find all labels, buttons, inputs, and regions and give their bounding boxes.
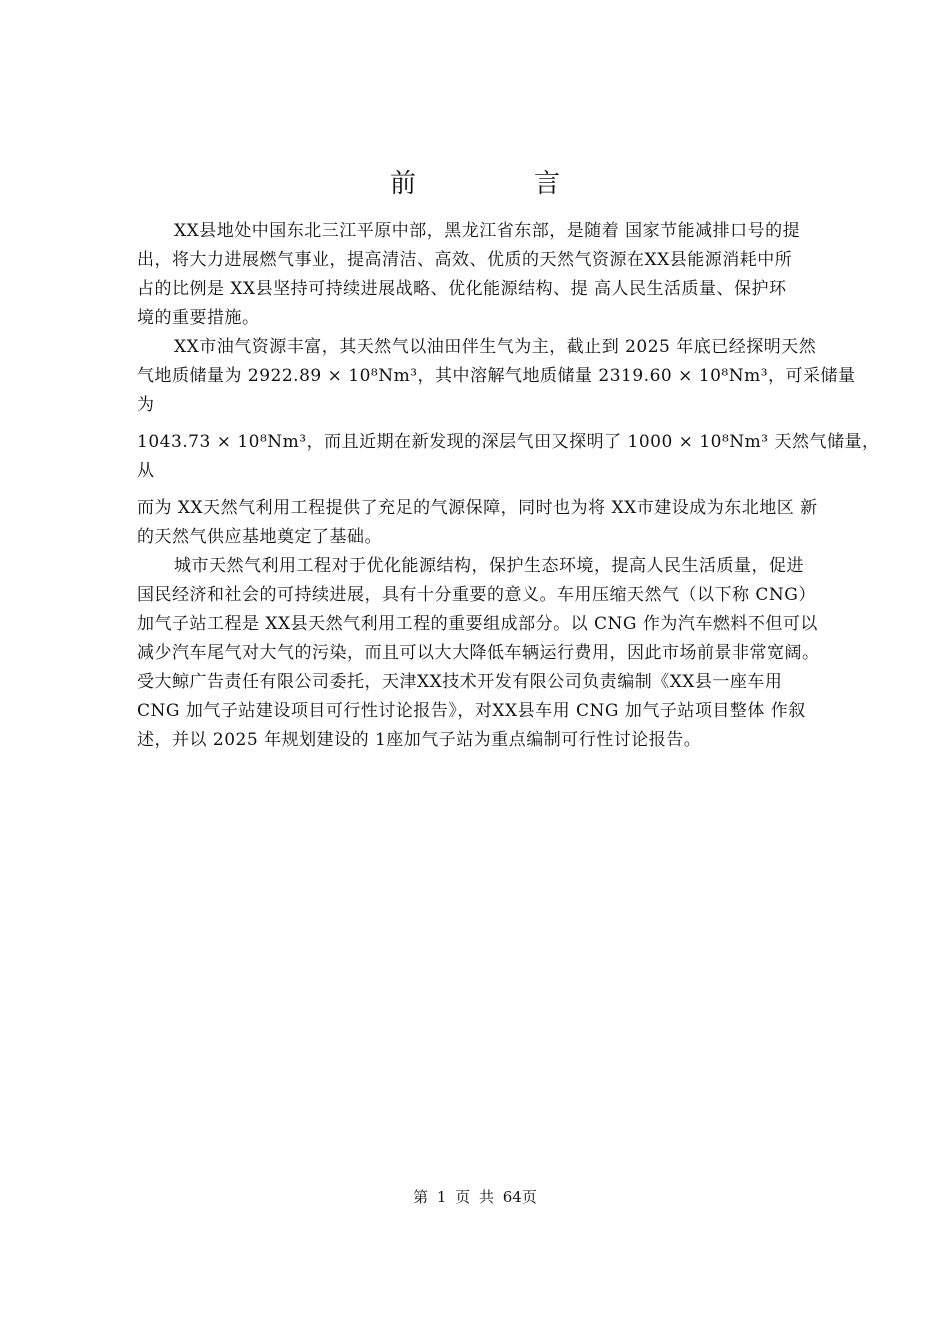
text-line: CNG 加气子站建设项目可行性讨论报告》，对XX县车用 CNG 加气子站项目整体 作叙 <box>137 701 806 721</box>
preface-body <box>137 217 880 755</box>
page-footer: 第 1 页 共 64页 <box>413 1188 537 1206</box>
text-line: 城市天然气利用工程对于优化能源结构，保护生态环境，提高人民生活质量，促进 <box>174 556 804 576</box>
text-line: 为 <box>137 395 155 415</box>
text-line: 加气子站工程是 XX县天然气利用工程的重要组成部分。以 CNG 作为汽车燃料不但可以 <box>137 614 818 634</box>
text-line: 国民经济和社会的可持续进展，具有十分重要的意义。车用压缩天然气（以下称 CNG） <box>137 585 816 605</box>
paragraph-1 <box>137 217 877 333</box>
text-line: 而为 XX天然气利用工程提供了充足的气源保障，同时也为将 XX市建设成为东北地区 新 <box>137 498 818 518</box>
text-line: 气地质储量为 2922.89 × 10⁸Nm³，其中溶解气地质储量 2319.60 × 10⁸Nm³，可采储量 <box>137 366 856 386</box>
text-line: XX县地处中国东北三江平原中部，黑龙江省东部，是随着 国家节能减排口号的提 <box>174 221 801 241</box>
text-line: 从 <box>137 461 155 481</box>
paragraph-3 <box>137 552 877 755</box>
text-line: 占的比例是 XX县坚持可持续进展战略、优化能源结构、提 高人民生活质量、保护环 <box>137 279 787 299</box>
text-line: XX市油气资源丰富，其天然气以油田伴生气为主，截止到 2025 年底已经探明天然 <box>174 337 817 357</box>
text-line: 的天然气供应基地奠定了基础。 <box>137 527 382 547</box>
text-line: 述，并以 2025 年规划建设的 1座加气子站为重点编制可行性讨论报告。 <box>137 730 702 750</box>
text-line: 1043.73 × 10⁸Nm³，而且近期在新发现的深层气田又探明了 1000 × 10⁸Nm³ 天然气储量， <box>137 432 880 452</box>
paragraph-2 <box>137 333 880 552</box>
text-line: 出，将大力进展燃气事业，提高清洁、高效、优质的天然气资源在XX县能源消耗中所 <box>137 250 793 270</box>
text-line: 减少汽车尾气对大气的污染，而且可以大大降低车辆运行费用，因此市场前景非常宽阔。 <box>137 643 820 663</box>
text-line: 境的重要措施。 <box>137 308 260 328</box>
text-line: 受大鲸广告责任有限公司委托，天津XX技术开发有限公司负责编制《XX县一座车用 <box>137 672 783 692</box>
page-title: 前 言 <box>389 169 606 199</box>
